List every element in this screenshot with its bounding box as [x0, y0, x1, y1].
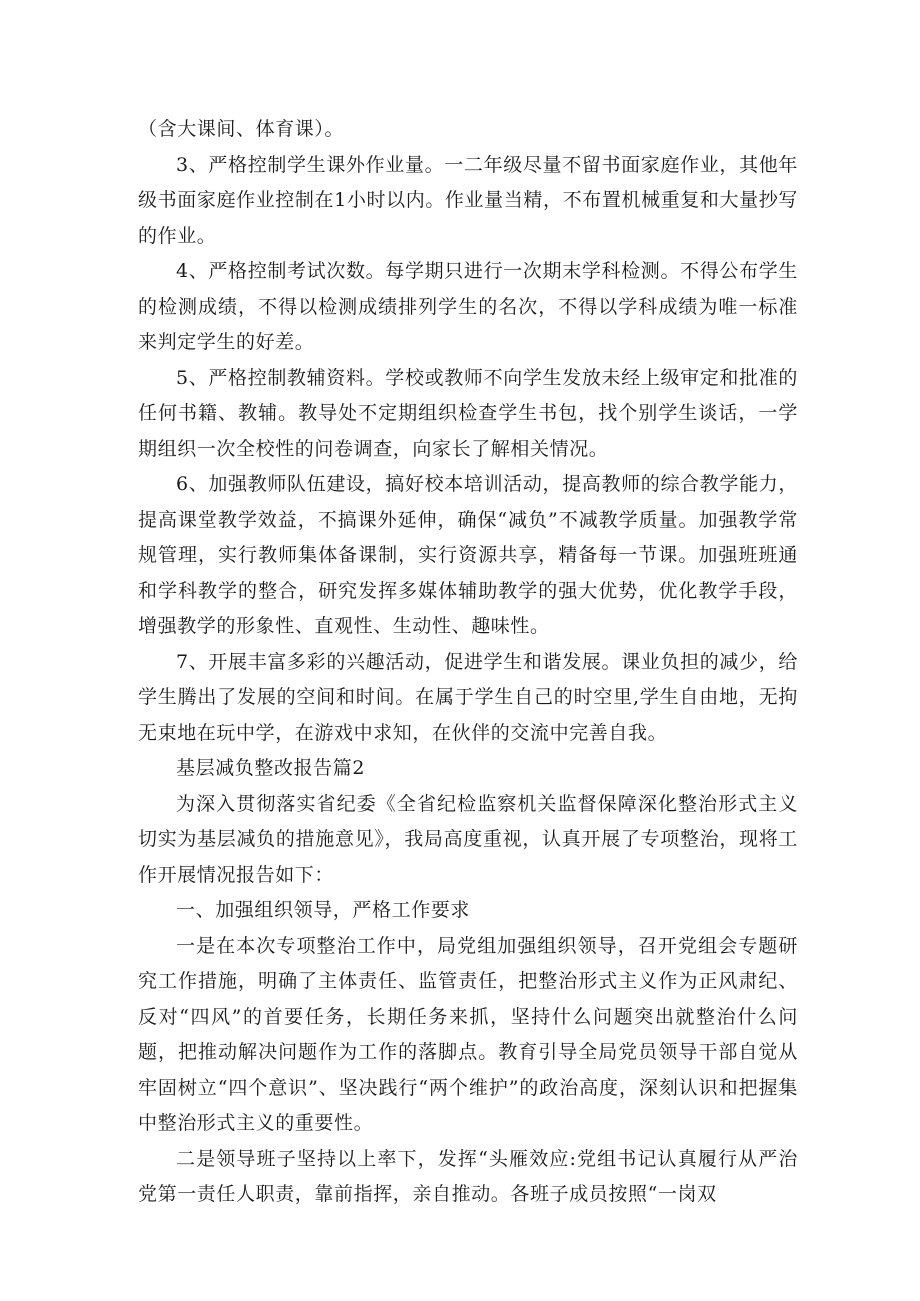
paragraph-item-3: 3、严格控制学生课外作业量。一二年级尽量不留书面家庭作业，其他年级书面家庭作业控制在1小时以内。作业量当精，不布置机械重复和大量抄写的作业。 — [138, 153, 798, 247]
document-page — [138, 112, 798, 1213]
paragraph-item-4: 4、严格控制考试次数。每学期只进行一次期末学科检测。不得公布学生的检测成绩，不得以检测成绩排列学生的名次，不得以学科成绩为唯一标准来判定学生的好差。 — [138, 260, 798, 353]
paragraph-point-1: 一是在本次专项整治工作中，局党组加强组织领导，召开党组会专题研究工作措施，明确了主体责任、监管责任，把整治形式主义作为正风肃纪、反对“四风”的首要任务，长期任务来抓，坚持什么问题突出就整治什么问题，把推动解决问题作为工作的落脚点。教育引导全局党员领导干部自觉从牢固树立“四个意识”、坚决践行“两个维护”的政治高度，深刻认识和把握集中整治形式主义的重要性。 — [138, 934, 798, 1134]
paragraph-continuation: （含大课间、体育课）。 — [138, 118, 345, 140]
paragraph-item-5: 5、严格控制教辅资料。学校或教师不向学生发放未经上级审定和批准的任何书籍、教辅。教导处不定期组织检查学生书包，找个别学生谈话，一学期组织一次全校性的问卷调查，向家长了解相关情况。 — [138, 366, 798, 460]
paragraph-intro: 为深入贯彻落实省纪委《全省纪检监察机关监督保障深化整治形式主义切实为基层减负的措施意见》，我局高度重视，认真开展了专项整治，现将工作开展情况报告如下： — [138, 792, 798, 886]
section-heading: 基层减负整改报告篇2 — [176, 757, 366, 779]
paragraph-item-6: 6、加强教师队伍建设，搞好校本培训活动，提高教师的综合教学能力，提高课堂教学效益，不搞课外延伸，确保“减负”不减教学质量。加强教学常规管理，实行教师集体备课制，实行资源共享，精备每一节课。加强班班通和学科教学的整合，研究发挥多媒体辅助教学的强大优势，优化教学手段，增强教学的形象性、直观性、生动性、趣味性。 — [138, 473, 798, 637]
subsection-heading: 一、加强组织领导，严格工作要求 — [176, 899, 471, 921]
paragraph-item-7: 7、开展丰富多彩的兴趣活动，促进学生和谐发展。课业负担的减少，给学生腾出了发展的空间和时间。在属于学生自己的时空里,学生自由地，无拘无束地在玩中学，在游戏中求知，在伙伴的交流中完善自我。 — [138, 650, 798, 744]
paragraph-point-2: 二是领导班子坚持以上率下，发挥“头雁效应:党组书记认真履行从严治党第一责任人职责，靠前指挥，亲自推动。各班子成员按照“一岗双 — [138, 1147, 798, 1205]
